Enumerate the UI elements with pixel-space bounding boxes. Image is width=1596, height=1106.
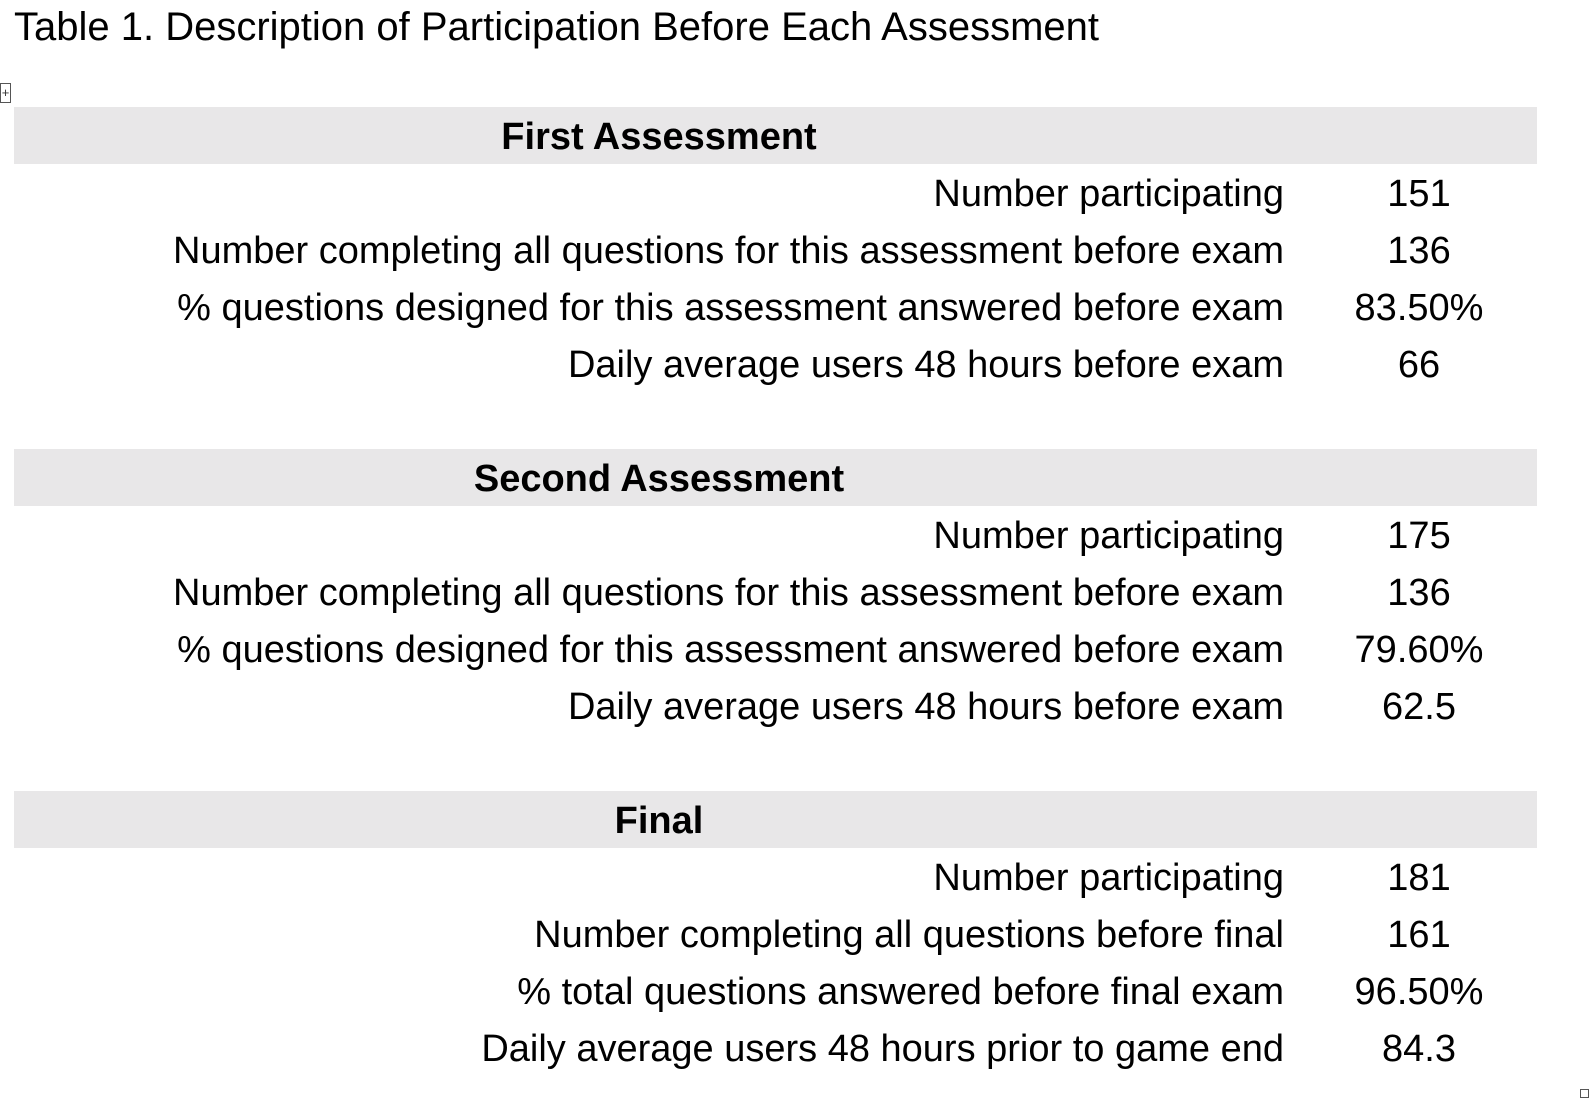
section-header <box>14 107 1537 164</box>
row-value: 175 <box>1387 515 1451 557</box>
section-title: Final <box>614 800 704 842</box>
section-title: First Assessment <box>501 116 817 158</box>
row-label: Daily average users 48 hours before exam <box>567 344 1284 386</box>
row-label: Number completing all questions for this assessment before exam <box>173 572 1284 614</box>
row-value: 161 <box>1387 914 1451 956</box>
row-value: 181 <box>1387 857 1451 899</box>
section-spacer <box>14 734 1537 791</box>
section-spacer <box>14 392 1537 449</box>
table-resize-handle-icon[interactable] <box>1580 1089 1589 1098</box>
row-label: Number participating <box>933 515 1284 557</box>
table-caption: Table 1. Description of Participation Before Each Assessment <box>14 5 1099 49</box>
participation-table <box>14 107 1537 1076</box>
row-label: % questions designed for this assessment answered before exam <box>177 629 1284 671</box>
table-row <box>14 905 1537 962</box>
section-header <box>14 791 1537 848</box>
table-row <box>14 563 1537 620</box>
section-first-assessment <box>14 107 1537 392</box>
row-label: Number completing all questions for this assessment before exam <box>173 230 1284 272</box>
table-row <box>14 506 1537 563</box>
table-move-handle-icon[interactable]: + <box>0 83 11 103</box>
row-label: Number participating <box>933 173 1284 215</box>
row-value: 62.5 <box>1382 686 1456 728</box>
table-row <box>14 164 1537 221</box>
row-value: 83.50% <box>1354 287 1484 329</box>
row-value: 84.3 <box>1382 1028 1456 1070</box>
row-label: % questions designed for this assessment answered before exam <box>177 287 1284 329</box>
row-value: 136 <box>1387 230 1451 272</box>
table-row <box>14 677 1537 734</box>
row-label: Number participating <box>933 857 1284 899</box>
row-value: 96.50% <box>1354 971 1484 1013</box>
row-label: Daily average users 48 hours prior to game end <box>481 1028 1284 1070</box>
row-label: Daily average users 48 hours before exam <box>567 686 1284 728</box>
table-row <box>14 278 1537 335</box>
table-row <box>14 848 1537 905</box>
row-value: 136 <box>1387 572 1451 614</box>
table-row <box>14 962 1537 1019</box>
section-title: Second Assessment <box>473 458 845 500</box>
section-second-assessment <box>14 449 1537 734</box>
table-row <box>14 1019 1537 1076</box>
table-row <box>14 335 1537 392</box>
table-row <box>14 221 1537 278</box>
row-value: 151 <box>1387 173 1451 215</box>
section-header <box>14 449 1537 506</box>
row-label: Number completing all questions before final <box>534 914 1284 956</box>
row-value: 79.60% <box>1354 629 1484 671</box>
row-label: % total questions answered before final exam <box>517 971 1284 1013</box>
table-row <box>14 620 1537 677</box>
section-final <box>14 791 1537 1076</box>
row-value: 66 <box>1397 344 1441 386</box>
